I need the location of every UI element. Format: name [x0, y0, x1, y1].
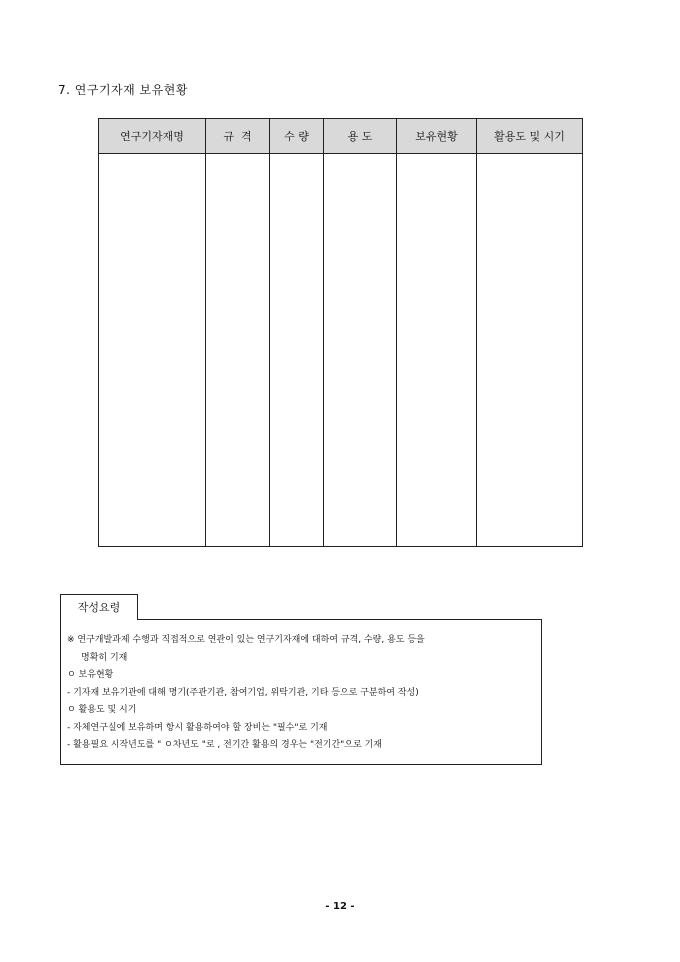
guide-line: ㅇ 보유현황 [67, 670, 114, 680]
writing-guide-box [60, 619, 542, 765]
header-holding-status: 보유현황 [397, 119, 477, 154]
header-quantity: 수 량 [270, 119, 324, 154]
guide-line: ※ 연구개발과제 수행과 직접적으로 연관이 있는 연구기자재에 대하여 규격, 수량, 용도 등을 [67, 635, 425, 645]
section-title: 7. 연구기자재 보유현황 [58, 83, 188, 97]
guide-line: - 활용필요 시작년도를 " ㅇ차년도 "로 , 전기간 활용의 경우는 "전기간"으로 기재 [67, 740, 382, 750]
table-row [99, 154, 583, 547]
guide-tab-label: 작성요령 [60, 594, 138, 620]
guide-line: 명확히 기재 [81, 652, 128, 663]
header-specification: 규 격 [206, 119, 270, 154]
cell-purpose [324, 154, 397, 547]
page-number: - 12 - [325, 901, 355, 912]
cell-equipment-name [99, 154, 206, 547]
cell-quantity [270, 154, 324, 547]
equipment-table [98, 118, 583, 547]
cell-holding-status [397, 154, 477, 547]
cell-specification [206, 154, 270, 547]
guide-line: - 자체연구실에 보유하며 항시 활용하여야 할 장비는 "필수"로 기재 [67, 722, 328, 733]
header-equipment-name: 연구기자재명 [99, 119, 206, 154]
guide-line: ㅇ 활용도 및 시기 [67, 705, 137, 715]
cell-usage-timing [477, 154, 583, 547]
header-purpose: 용 도 [324, 119, 397, 154]
table-header-row [99, 119, 583, 154]
header-usage-timing: 활용도 및 시기 [477, 119, 583, 154]
guide-line: - 기자재 보유기관에 대해 명기(주관기관, 참여기업, 위탁기관, 기타 등으로 구분하여 작성) [67, 687, 419, 698]
